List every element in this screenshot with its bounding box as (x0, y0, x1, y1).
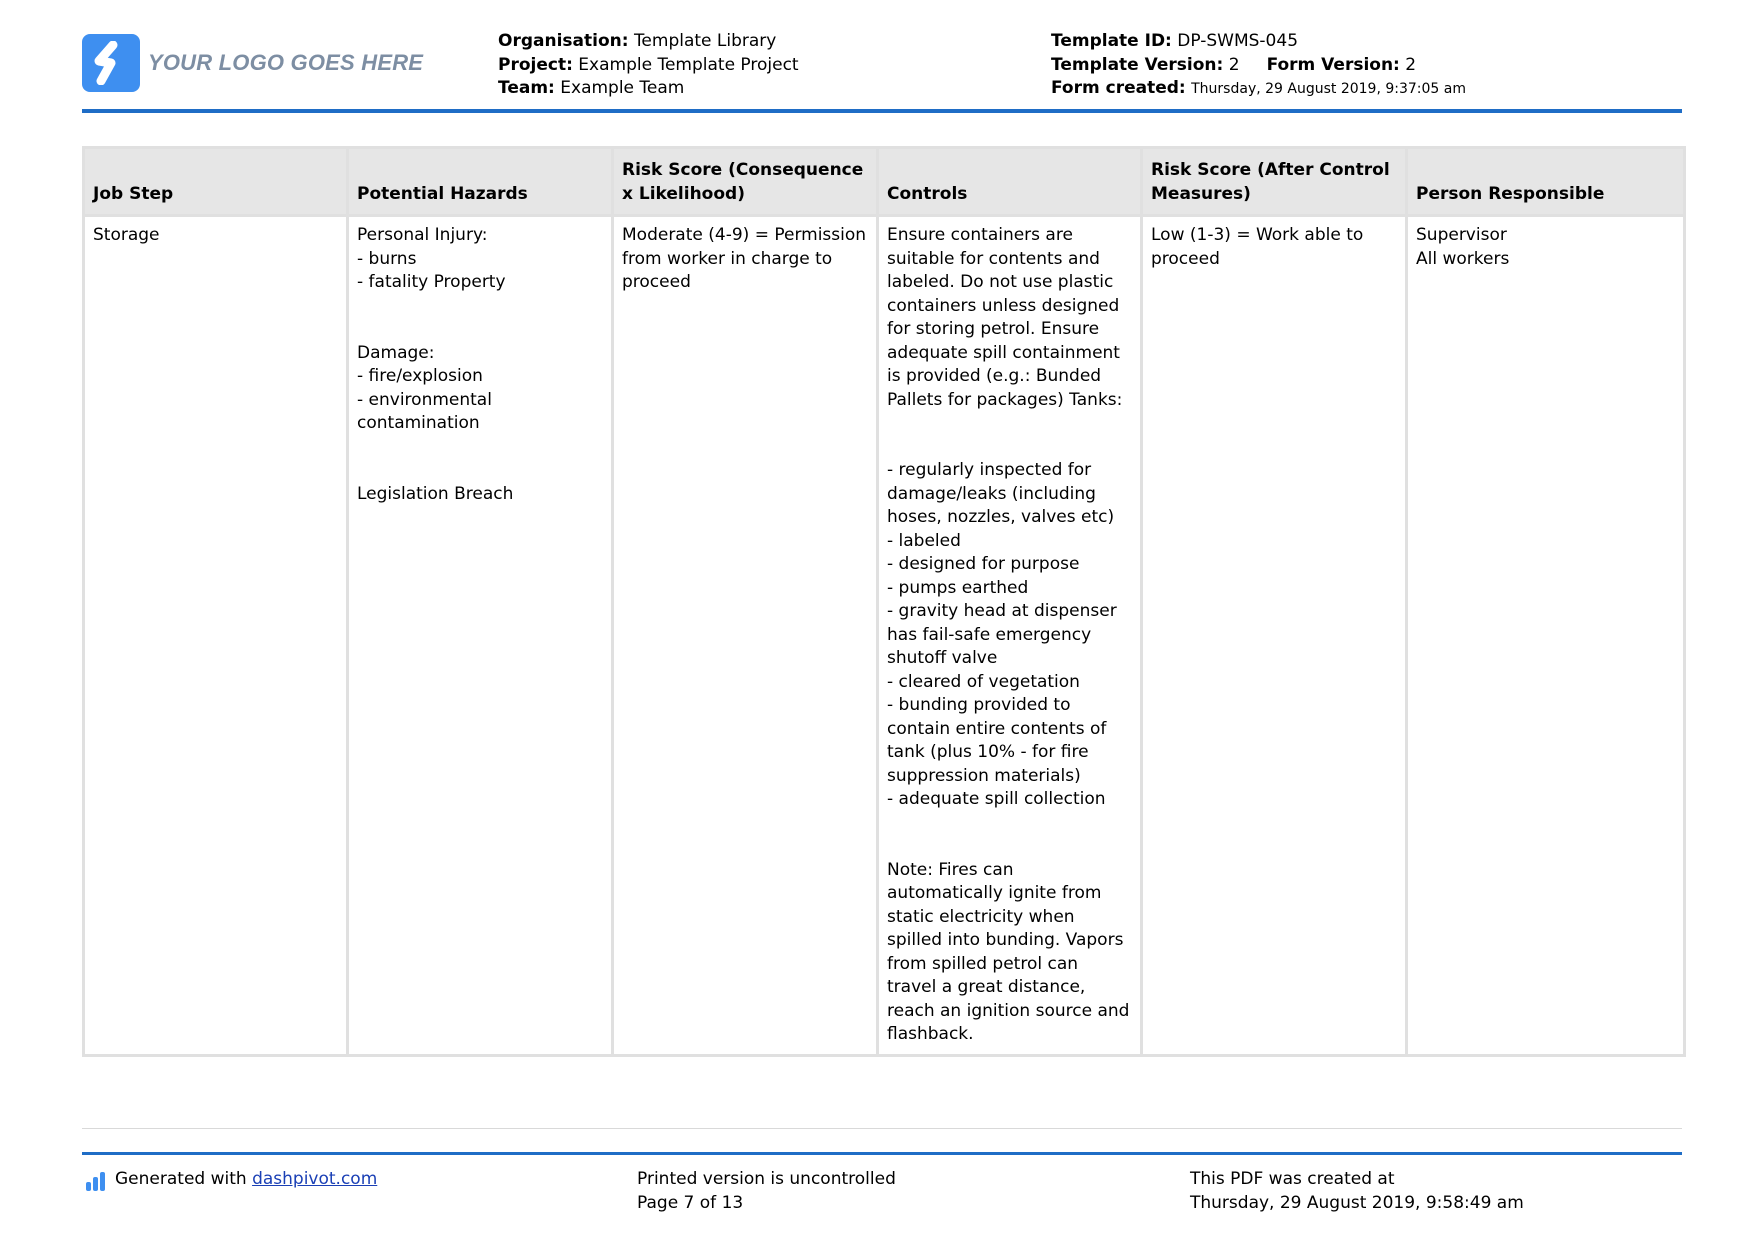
hazard-line: Personal Injury: (357, 225, 488, 245)
controls-line (887, 436, 1132, 460)
project-value: Example Template Project (578, 54, 799, 75)
controls-line (887, 412, 1132, 436)
cell-job-step (84, 216, 348, 1056)
controls-line: - designed for purpose (887, 554, 1080, 574)
footer-print-info (637, 1168, 896, 1215)
cell-controls (878, 216, 1142, 1056)
bar-chart-icon (86, 1171, 107, 1191)
cell-person-responsible (1407, 216, 1685, 1056)
controls-line: - cleared of vegetation (887, 671, 1080, 692)
form-created-value: Thursday, 29 August 2019, 9:37:05 am (1191, 81, 1466, 97)
form-meta-right (1051, 30, 1466, 102)
team-line: Team: Example Team (498, 78, 685, 98)
controls-line: - regularly inspected for damage/leaks (including hoses, nozzles, valves etc) (887, 460, 1115, 527)
controls-line: - gravity head at dispenser has fail-safe emergency shutoff valve (887, 601, 1117, 668)
hazard-line: Legislation Breach (357, 483, 514, 504)
logo-icon (82, 34, 140, 92)
swms-table (82, 146, 1686, 1057)
hazard-line (357, 318, 603, 342)
organisation-value: Template Library (633, 31, 777, 51)
hazard-line: - fatality Property (357, 272, 506, 292)
risk-after-text: Low (1-3) = Work able to proceed (1151, 225, 1364, 269)
controls-line (887, 835, 1132, 859)
header-person-responsible: Person Responsible (1407, 148, 1685, 216)
header-divider (82, 109, 1682, 113)
job-step-text: Storage (93, 225, 160, 245)
person-responsible-line: Supervisor (1416, 225, 1507, 245)
footer-separator (82, 1128, 1682, 1129)
controls-line: - adequate spill collection (887, 789, 1106, 809)
version-line: Template Version: 2 Form Version: 2 (1051, 54, 1417, 75)
logo (82, 34, 423, 92)
risk-before-text: Moderate (4-9) = Permission from worker in charge to proceed (622, 225, 867, 292)
controls-line: Note: Fires can automatically ignite from static electricity when spilled into bunding. Vapors from spilled petrol can travel a great distance, reach an ignition source and flashback. (887, 859, 1130, 1044)
hazard-line (357, 295, 603, 319)
footer-divider (82, 1152, 1682, 1155)
generated-with-text: Generated with dashpivot.com (115, 1169, 378, 1189)
controls-line: Ensure containers are suitable for contents and labeled. Do not use plastic containers unless designed for storing petrol. Ensure adequate spill containment is provided (e.g.: Bunded Pallets for packages) Tanks: (887, 225, 1123, 410)
person-responsible-line: All workers (1416, 248, 1510, 269)
dashpivot-link[interactable]: dashpivot.com (252, 1169, 378, 1189)
footer-generated (86, 1168, 377, 1192)
footer-pdf-created (1190, 1168, 1524, 1215)
header-risk-score-after: Risk Score (After Control Measures) (1142, 148, 1407, 216)
header-controls: Controls (878, 148, 1142, 216)
form-meta-left (498, 30, 799, 101)
header-risk-score-before: Risk Score (Consequence x Likelihood) (613, 148, 878, 216)
hazard-line: Damage: (357, 342, 435, 363)
pdf-created-value: Thursday, 29 August 2019, 9:58:49 am (1190, 1192, 1524, 1213)
controls-line: - labeled (887, 530, 961, 551)
template-version-value: 2 (1228, 54, 1240, 75)
hazard-line (357, 436, 603, 460)
controls-line: - pumps earthed (887, 577, 1029, 598)
printed-notice: Printed version is uncontrolled (637, 1169, 896, 1189)
cell-risk-score-before (613, 216, 878, 1056)
controls-line (887, 812, 1132, 836)
table-row (84, 216, 1685, 1056)
header-potential-hazards: Potential Hazards (348, 148, 613, 216)
hazard-line: - fire/explosion (357, 366, 483, 386)
hazard-line: - burns (357, 248, 417, 269)
hazard-line: - environmental contamination (357, 389, 492, 433)
table-header-row (84, 148, 1685, 216)
hazard-line (357, 459, 603, 483)
cell-risk-score-after (1142, 216, 1407, 1056)
cell-potential-hazards (348, 216, 613, 1056)
project-line: Project: Example Template Project (498, 54, 799, 75)
controls-line: - bunding provided to contain entire contents of tank (plus 10% - for fire suppression materials) (887, 695, 1107, 786)
organisation-line: Organisation: Template Library (498, 31, 777, 51)
header-job-step: Job Step (84, 148, 348, 216)
pdf-created-label: This PDF was created at (1190, 1169, 1395, 1189)
logo-text: YOUR LOGO GOES HERE (148, 50, 424, 75)
team-value: Example Team (560, 78, 685, 98)
template-id-line: Template ID: DP-SWMS-045 (1051, 31, 1299, 51)
form-created-line: Form created: Thursday, 29 August 2019, 9:37:05 am (1051, 78, 1466, 98)
page-number: Page 7 of 13 (637, 1192, 744, 1213)
form-version-value: 2 (1405, 54, 1417, 75)
template-id-value: DP-SWMS-045 (1177, 31, 1299, 51)
page-header (82, 0, 1682, 112)
